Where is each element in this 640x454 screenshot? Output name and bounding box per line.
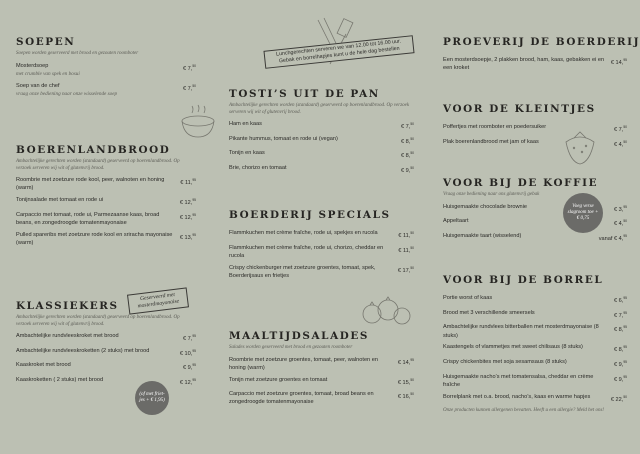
item-price: € 9,95 bbox=[613, 374, 627, 383]
proeverij-title: PROEVERIJ DE BOERDERIJ bbox=[443, 36, 640, 48]
menu-item: Huisgemaakte taart (wisselend) vanaf € 4,95 bbox=[443, 232, 627, 242]
item-price: € 13,95 bbox=[179, 232, 196, 241]
menu-item: Tonijn en kaas € 8,50 bbox=[229, 150, 414, 160]
menu-item bbox=[16, 62, 196, 78]
menu-item: Crispy chickenbites met soja sesamsaus (8 stuks) € 9,95 bbox=[443, 358, 627, 368]
item-price: € 7,50 bbox=[400, 122, 414, 130]
borrel-section bbox=[443, 274, 627, 414]
item-price: € 7,95 bbox=[182, 334, 196, 342]
item-price: € 15,50 bbox=[397, 377, 414, 386]
menu-item: Pulled spareribs met zoetzure rode kool en sriracha mayonaise (warm) € 13,95 bbox=[16, 231, 196, 246]
item-price: vanaf € 4,95 bbox=[598, 233, 627, 242]
item-price: € 11,50 bbox=[398, 231, 414, 239]
menu-item: Tonijnsalade met tomaat en rode ui € 12,95 bbox=[16, 197, 196, 206]
menu-item: Borrelplank met o.a. brood, nacho’s, kaas en warme hapjes € 22,50 bbox=[443, 393, 627, 403]
item-price: € 11,95 bbox=[180, 178, 196, 186]
item-price: € 11,50 bbox=[398, 245, 414, 254]
specials-title: BOERDERIJ SPECIALS bbox=[229, 209, 391, 221]
menu-item: Ambachtelijke rundvlees bitterballen met mosterdmayonaise (8 stuks) € 8,95 bbox=[443, 324, 627, 339]
item-price: € 8,95 bbox=[613, 325, 627, 334]
menu-item: Pikante hummus, tomaat en rode ui (vegan) € 8,50 bbox=[229, 135, 414, 145]
item-name: Mosterdsoep bbox=[16, 62, 49, 69]
menu-item: Roombrie met zoetzure groentes, tomaat, peer, walnoten en honing (warm) € 14,95 bbox=[229, 356, 414, 371]
menu-item: Tonijn met zoetzure groentes en tomaat € 15,50 bbox=[229, 376, 414, 386]
item-description: met crumble van spek en bosui bbox=[16, 70, 80, 77]
menu-item: Portie worst of kaas € 6,95 bbox=[443, 295, 627, 304]
item-price: € 7,50 bbox=[182, 63, 196, 72]
klassiekers-section bbox=[16, 300, 196, 391]
item-price: € 10,95 bbox=[179, 348, 196, 357]
menu-item: Brie, chorizo en tomaat € 9,50 bbox=[229, 164, 414, 174]
soepen-title: SOEPEN bbox=[16, 36, 76, 48]
item-price: € 6,95 bbox=[613, 296, 627, 304]
menu-item: Flammkuchen met crème fraîche, rode ui, chorizo, cheddar en rucola € 11,50 bbox=[229, 244, 414, 259]
menu-item: Ambachtelijke rundvleeskroketten (2 stuks) met brood € 10,95 bbox=[16, 347, 196, 357]
frietjes-badge: (of met frietjes + € 1,95) bbox=[135, 381, 169, 415]
item-price: € 16,50 bbox=[397, 392, 414, 401]
kleintjes-title: VOOR DE KLEINTJES bbox=[443, 103, 596, 115]
item-price: € 14,95 bbox=[610, 58, 627, 66]
item-name: Soep van de chef bbox=[16, 82, 60, 89]
soup-bowl-icon bbox=[178, 103, 218, 143]
allergen-footnote: Onze producten kunnen allergenen bevatten. Heeft u een allergie? Meld het ons! bbox=[443, 407, 605, 413]
proeverij-section bbox=[443, 36, 640, 76]
tostis-note: Ambachtelijke gerechten worden (standaard) geserveerd op boerenlandbrood. Op verzoek serveren wij wit of glutenvrij brood. bbox=[229, 103, 410, 115]
item-price: € 4,50 bbox=[613, 219, 627, 228]
menu-item: Kaaskroket met brood € 9,95 bbox=[16, 362, 196, 372]
item-description: vraag onze bediening naar onze wisselende soep bbox=[16, 90, 118, 97]
item-price: € 3,95 bbox=[613, 204, 627, 213]
specials-section bbox=[229, 209, 414, 284]
menu-item: Ambachtelijke rundvleeskroket met brood € 7,95 bbox=[16, 333, 196, 342]
soepen-section bbox=[16, 36, 196, 102]
menu-item: Ham en kaas € 7,50 bbox=[229, 121, 414, 130]
salades-section bbox=[229, 330, 414, 410]
koffie-note: Vraag onze bediening naar ons glutenvrij gebak bbox=[443, 192, 540, 197]
menu-item: Plak boerenlandbrood met jam of kaas € 4,50 bbox=[443, 138, 627, 148]
item-price: € 4,50 bbox=[613, 139, 627, 148]
menu-item: Huisgemaakte nacho’s met tomatensalsa, cheddar en crème fraîche € 9,95 bbox=[443, 373, 627, 388]
lunch-banner: Lunchgerechten serveren we van 12.00 tot 16.00 uur. Gebak en borrelhapjes kunt u de hele dag bestellen bbox=[263, 35, 414, 69]
item-price: € 17,50 bbox=[397, 265, 414, 274]
menu-item: Carpaccio met zoetzure groentes, tomaat, broad beans en zongedroogde tomatenmayonaise € 16,50 bbox=[229, 391, 414, 406]
strawberry-icon bbox=[560, 130, 600, 166]
salades-title: MAALTIJDSALADES bbox=[229, 330, 369, 342]
item-price: € 14,95 bbox=[397, 357, 414, 366]
item-price: € 9,95 bbox=[182, 363, 196, 372]
boerenlandbrood-note: Ambachtelijke gerechten worden (standaard) geserveerd op boerenlandbrood. Op verzoek serveren wij wit of glutenvrij brood. bbox=[16, 159, 180, 171]
menu-item: Appeltaart € 4,50 bbox=[443, 218, 627, 228]
item-price: € 9,50 bbox=[400, 165, 414, 174]
borrel-title: VOOR BIJ DE BORREL bbox=[443, 274, 604, 286]
menu-item: Carpaccio met tomaat, rode ui, Parmezaanse kaas, broad beans, en zongedroogde tomatenmayonaise € 12,95 bbox=[16, 211, 196, 226]
tomatoes-icon bbox=[360, 296, 412, 330]
menu-item: Crispy chickenburger met zoetzure groentes, tomaat, spek, Boerderijsaus en frietjes € 17,50 bbox=[229, 264, 414, 279]
item-price: € 8,50 bbox=[400, 151, 414, 160]
menu-item: Roombrie met zoetzure rode kool, peer, walnoten en honing (warm) € 11,95 bbox=[16, 177, 196, 192]
item-price: € 7,50 bbox=[613, 125, 627, 133]
tostis-section bbox=[229, 88, 414, 179]
item-price: € 8,95 bbox=[613, 345, 627, 354]
klassiekers-note: Ambachtelijke gerechten worden (standaard) geserveerd op boerenlandbrood. Op verzoek serveren wij wit of glutenvrij brood. bbox=[16, 315, 180, 327]
menu-item: Een mosterdsoepje, 2 plakken brood, ham, kaas, gebakken ei en een kroket € 14,95 bbox=[443, 57, 627, 72]
item-price: € 12,95 bbox=[179, 198, 196, 206]
menu-item: Huisgemaakte chocolade brownie € 3,95 bbox=[443, 203, 627, 213]
menu-item: Kaaskroketten ( 2 stuks) met brood € 12,95 bbox=[16, 376, 196, 386]
item-price: € 12,95 bbox=[179, 212, 196, 221]
koffie-title: VOOR BIJ DE KOFFIE bbox=[443, 177, 599, 189]
item-price: € 12,95 bbox=[179, 377, 196, 386]
item-price: € 7,50 bbox=[182, 83, 196, 92]
klassiekers-title: KLASSIEKERS bbox=[16, 300, 119, 312]
boerenlandbrood-title: BOERENLANDBROOD bbox=[16, 144, 171, 156]
soepen-note: Soepen worden geserveerd met brood en gezouten roomboter bbox=[16, 51, 139, 56]
mosterdmayonaise-tag: Geserveerd met mosterdmayonaise bbox=[127, 287, 189, 314]
item-price: € 7,95 bbox=[613, 310, 627, 319]
menu-item: Kaastengels of vlammetjes met sweet chilisaus (8 stuks) € 8,95 bbox=[443, 344, 627, 354]
slagroom-badge: Voeg verse slagroom toe + € 0,75 bbox=[563, 193, 603, 233]
item-price: € 9,95 bbox=[613, 359, 627, 368]
menu-item: Brood met 3 verschillende smeersels € 7,95 bbox=[443, 309, 627, 319]
menu-item: Flammkuchen met crème fraîche, rode ui, spekjes en rucola € 11,50 bbox=[229, 230, 414, 239]
tostis-title: TOSTI’S UIT DE PAN bbox=[229, 88, 380, 100]
boerenlandbrood-section bbox=[16, 144, 196, 251]
salades-note: Salades worden geserveerd met brood en gezouten roomboter bbox=[229, 345, 353, 350]
menu-item: Poffertjes met roomboter en poedersuiker € 7,50 bbox=[443, 124, 627, 133]
menu-item bbox=[16, 82, 196, 98]
item-price: € 22,50 bbox=[610, 394, 627, 403]
item-price: € 8,50 bbox=[400, 136, 414, 145]
